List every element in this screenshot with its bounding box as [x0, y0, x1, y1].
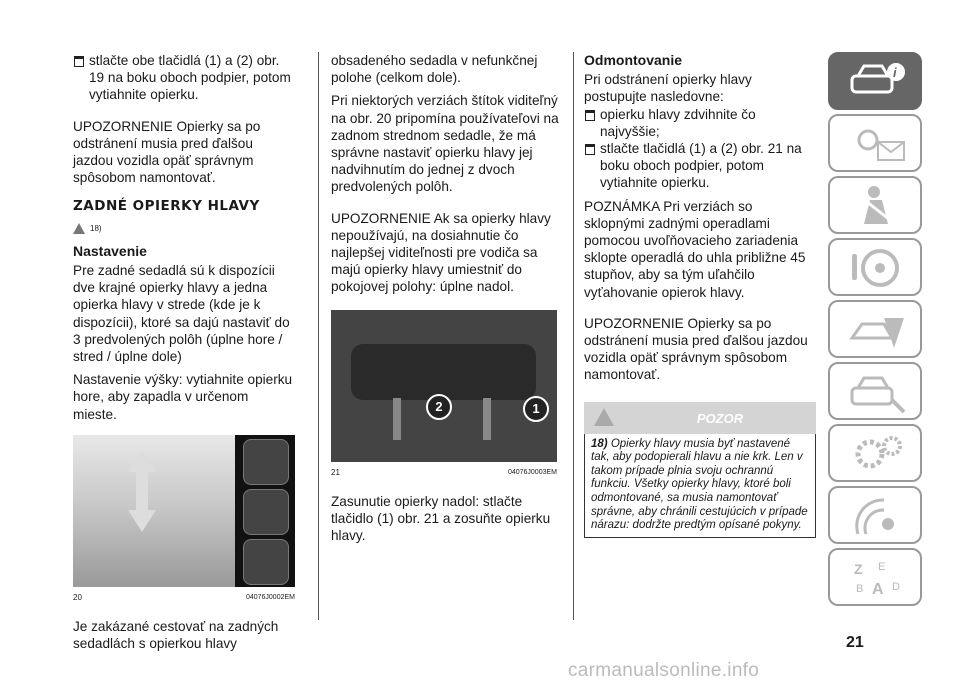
callout-2: 2 [426, 394, 452, 420]
note: POZNÁMKA Pri verziách so sklopnými zadnými operadlami pomocou uvoľňovacieho zariadenia sklopte operadlá do uhla približne 45 stupňov, aby sa tým uľahčilo vyťahovanie opierok hlavy. [584, 198, 806, 300]
svg-text:Z: Z [854, 561, 863, 577]
caution-title: POZOR [696, 410, 744, 426]
multimedia-icon[interactable] [828, 486, 922, 544]
seat-belt-icon[interactable] [828, 176, 922, 234]
arrow-shaft [136, 471, 148, 511]
headrest-post-right [483, 398, 491, 440]
paragraph: Pri niektorých verziách štítok viditeľný na obr. 20 pripomína používateľovi na zadnom strednom sedadle, že má správne nastaviť opierku hlavy jej nadvihnutím do jednej z dvoch predvolených polôh. [331, 93, 559, 195]
svg-text:B: B [856, 583, 864, 595]
bullet-item: opierku hlavy zdvihnite čo najvyššie; [584, 106, 816, 140]
figure-21 [331, 310, 557, 462]
figure-code: 04076J0002EM [245, 593, 295, 601]
column-2 [331, 52, 567, 550]
figure-number: 20 [73, 592, 82, 602]
svg-text:i: i [893, 65, 897, 80]
column-3 [584, 52, 816, 538]
headrest-up-icon [243, 439, 289, 485]
figure-caption [331, 464, 557, 481]
watermark: carmanualsonline.info [568, 660, 760, 681]
svg-text:A: A [872, 581, 884, 598]
gears-icon[interactable] [828, 424, 922, 482]
subheading: Nastavenie [73, 242, 147, 259]
chapter-tabs [828, 52, 924, 610]
warning-triangle-icon [73, 223, 85, 234]
manual-info-icon [243, 539, 289, 585]
column-divider [573, 52, 574, 620]
headrest-post-left [393, 398, 401, 440]
car-service-icon[interactable] [828, 362, 922, 420]
paragraph: Pri odstránení opierky hlavy postupujte nasledovne: [584, 72, 752, 105]
caution-triangle-icon [594, 408, 614, 426]
figure-20 [73, 435, 295, 587]
page-number: 21 [846, 634, 864, 651]
car-info-icon[interactable] [828, 52, 922, 110]
headrest [351, 344, 536, 400]
caution-box [584, 434, 816, 538]
ref-number: 18) [90, 223, 102, 233]
bullet-item: stlačte obe tlačidlá (1) a (2) obr. 19 na boku oboch podpier, potom vytiahnite opierku. [73, 52, 295, 104]
section-ref [73, 220, 295, 237]
emergency-icon[interactable] [828, 300, 922, 358]
caution-text: Opierky hlavy musia byť nastavené tak, aby podopierali hlavu a nie krk. Len v takom prípade plnia svoju ochrannú funkciu. Všetky opierky hlavy, ktoré boli odmontované, sa musia namontovať správne, aby chránili cestujúcich v prípade nárazu: dodržte predtým opísané pokyny. [591, 437, 808, 532]
callout-1: 1 [523, 396, 549, 422]
arrow-up-icon [128, 450, 156, 472]
warning-lights-icon[interactable] [828, 114, 922, 172]
section-title: ZADNÉ OPIERKY HLAVY [73, 198, 260, 215]
column-divider [318, 52, 319, 620]
paragraph: Nastavenie výšky: vytiahnite opierku hore, aby zapadla v určenom mieste. [73, 372, 293, 422]
paragraph: obsadeného sedadla v nefunkčnej polohe (celkom dole). [331, 53, 538, 86]
caution-header [584, 402, 816, 434]
svg-text:E: E [878, 561, 886, 573]
warning-note: UPOZORNENIE Opierky sa po odstránení musia pred ďalšou jazdou vozidla opäť správnym spôsobom namontovať. [73, 118, 261, 186]
headrest-down-forbidden-icon [243, 489, 289, 535]
arrow-down-icon [128, 510, 156, 532]
steering-wheel-icon[interactable] [828, 238, 922, 296]
paragraph: Pre zadné sedadlá sú k dispozícii dve krajné opierky hlavy a jedna opierka hlavy v strede (kde je k dispozícii), ktoré sa dajú nastaviť do 3 predvolených polôh (úplne hore / stred / úplne dole) [73, 263, 290, 365]
figure-caption [73, 589, 295, 606]
subheading: Odmontovanie [584, 52, 683, 68]
index-icon[interactable] [828, 548, 922, 606]
svg-text:D: D [892, 581, 900, 593]
paragraph: Je zakázané cestovať na zadných sedadlách s opierkou hlavy [73, 619, 279, 652]
paragraph: Zasunutie opierky nadol: stlačte tlačidlo (1) obr. 21 a zosuňte opierku hlavy. [331, 493, 551, 544]
caution-number: 18) [591, 437, 608, 450]
warning-note: UPOZORNENIE Ak sa opierky hlavy nepoužívajú, na dosiahnutie čo najlepšej viditeľnosti pre vodiča sa majú opierky hlavy umiestniť do pokojovej polohy: úplne nadol. [331, 210, 551, 295]
figure-number: 21 [331, 467, 340, 477]
label-panel [235, 435, 295, 587]
warning-note: UPOZORNENIE Opierky sa po odstránení musia pred ďalšou jazdou vozidla opäť správnym spôsobom namontovať. [584, 315, 808, 383]
bullet-item: stlačte tlačidlá (1) a (2) obr. 21 na boku oboch podpier, potom vytiahnite opierku. [584, 140, 816, 192]
column-1 [73, 52, 295, 658]
figure-code: 04076J0003EM [507, 468, 557, 476]
